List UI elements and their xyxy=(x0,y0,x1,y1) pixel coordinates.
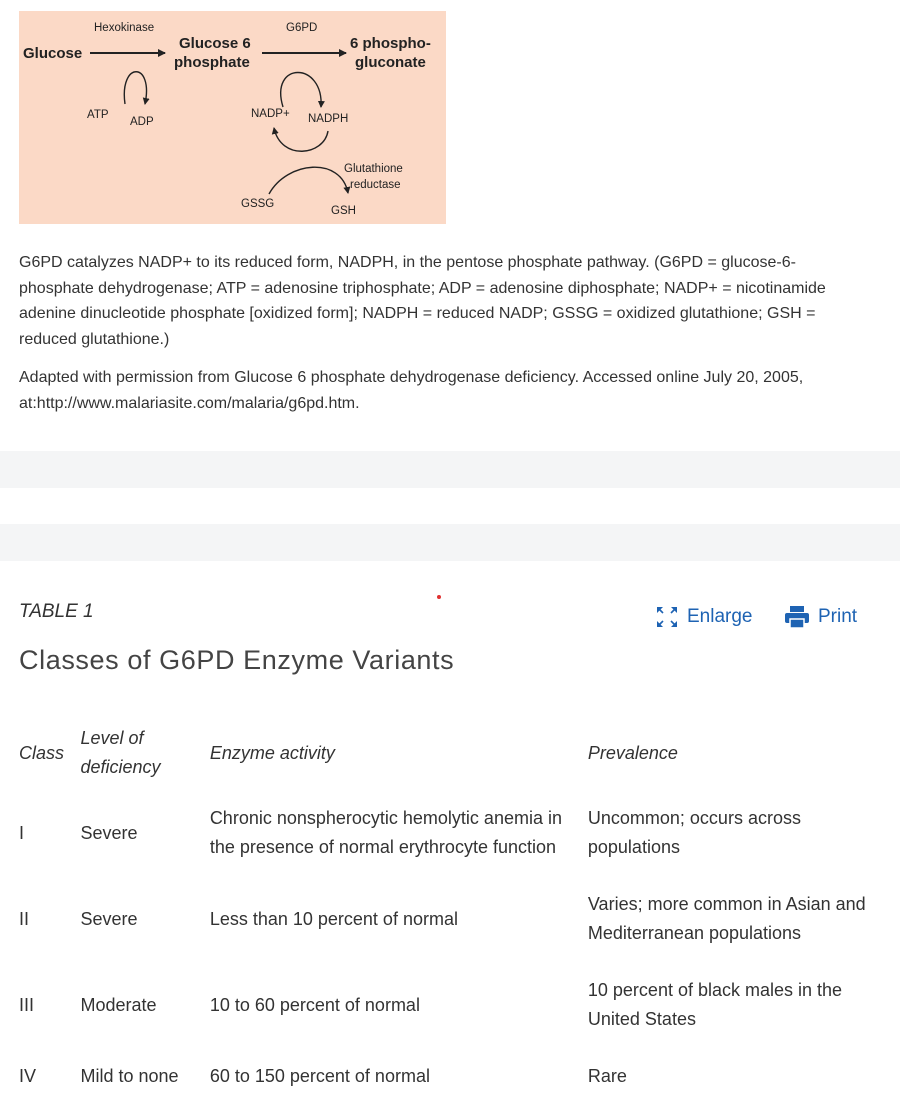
pathway-diagram xyxy=(19,11,446,224)
label-phospho-line2: gluconate xyxy=(355,54,426,71)
table-title: Classes of G6PD Enzyme Variants xyxy=(19,645,455,675)
table-row xyxy=(19,790,900,876)
table-label: TABLE 1 xyxy=(19,601,94,622)
cell-enzyme-activity: Less than 10 percent of normal xyxy=(209,908,458,929)
label-g6pd: G6PD xyxy=(286,22,318,34)
enlarge-label: Enlarge xyxy=(687,606,753,627)
cell-prevalence: Uncommon; occurs across populations xyxy=(587,808,801,857)
table-header-row xyxy=(19,716,900,790)
cell-prevalence: 10 percent of black males in the United States xyxy=(587,980,843,1029)
label-glucose6-line2: phosphate xyxy=(174,54,250,71)
table-row xyxy=(19,1048,900,1105)
label-glucose6-line1: Glucose 6 xyxy=(179,35,251,52)
cell-enzyme-activity: Chronic nonspherocytic hemolytic anemia in the presence of normal erythrocyte function xyxy=(209,808,562,857)
cell-level: Severe xyxy=(80,822,138,843)
printer-icon xyxy=(784,605,810,629)
separator-band xyxy=(0,451,900,488)
cursor-dot xyxy=(437,595,441,599)
figure-caption: G6PD catalyzes NADP+ to its reduced form, NADPH, in the pentose phosphate pathway. (G6PD = glucose-6-phosphate dehydrogenase; ATP = adenosine triphosphate; ADP = adenosine diphosphate; NADP+ = nicotinamide adenine dinucleotide phosphate [oxidized form]; NADPH = reduced NADP; GSSG = oxidized glutathione; GSH = reduced glutathione.) xyxy=(19,254,826,348)
cell-level: Mild to none xyxy=(80,1066,179,1086)
label-nadph: NADPH xyxy=(308,113,349,125)
cell-class: I xyxy=(19,822,25,843)
table-row xyxy=(19,962,900,1048)
table-row xyxy=(19,876,900,962)
label-nadp-plus: NADP+ xyxy=(251,108,290,120)
print-button[interactable] xyxy=(784,603,857,631)
atp-adp-curve xyxy=(124,72,146,104)
g6pd-pathway-figure xyxy=(19,11,446,224)
cell-enzyme-activity: 60 to 150 percent of normal xyxy=(209,1066,430,1086)
nadp-nadph-curve xyxy=(281,73,321,108)
nadph-return-curve xyxy=(274,128,328,151)
header-prevalence: Prevalence xyxy=(587,742,678,763)
cell-enzyme-activity: 10 to 60 percent of normal xyxy=(209,994,420,1015)
label-hexokinase: Hexokinase xyxy=(94,22,155,34)
print-label: Print xyxy=(818,606,858,627)
label-glutathione-line1: Glutathione xyxy=(344,163,403,175)
cell-class: II xyxy=(19,908,30,929)
header-level: Level of deficiency xyxy=(80,728,161,777)
cell-level: Severe xyxy=(80,908,138,929)
label-gsh: GSH xyxy=(331,205,356,217)
header-enzyme-activity: Enzyme activity xyxy=(209,742,335,763)
cell-level: Moderate xyxy=(80,994,157,1015)
figure-credit: Adapted with permission from Glucose 6 phosphate dehydrogenase deficiency. Accessed online July 20, 2005, at:http://www.malariasite.com/malaria/g6pd.htm. xyxy=(19,369,804,412)
expand-arrows-icon xyxy=(655,605,679,629)
label-glutathione-line2: reductase xyxy=(350,179,401,191)
gssg-gsh-curve xyxy=(269,167,348,194)
separator-band xyxy=(0,524,900,561)
label-atp: ATP xyxy=(87,109,109,121)
cell-class: III xyxy=(19,994,35,1015)
label-phospho-line1: 6 phospho- xyxy=(350,35,431,52)
cell-prevalence: Varies; more common in Asian and Mediterranean populations xyxy=(587,894,866,943)
cell-prevalence: Rare xyxy=(587,1066,627,1086)
label-adp: ADP xyxy=(130,116,154,128)
cell-class: IV xyxy=(19,1066,37,1086)
enlarge-button[interactable] xyxy=(655,603,753,631)
variants-table xyxy=(19,716,900,1105)
header-class: Class xyxy=(19,742,65,763)
label-glucose: Glucose xyxy=(23,45,83,62)
label-gssg: GSSG xyxy=(241,198,275,210)
